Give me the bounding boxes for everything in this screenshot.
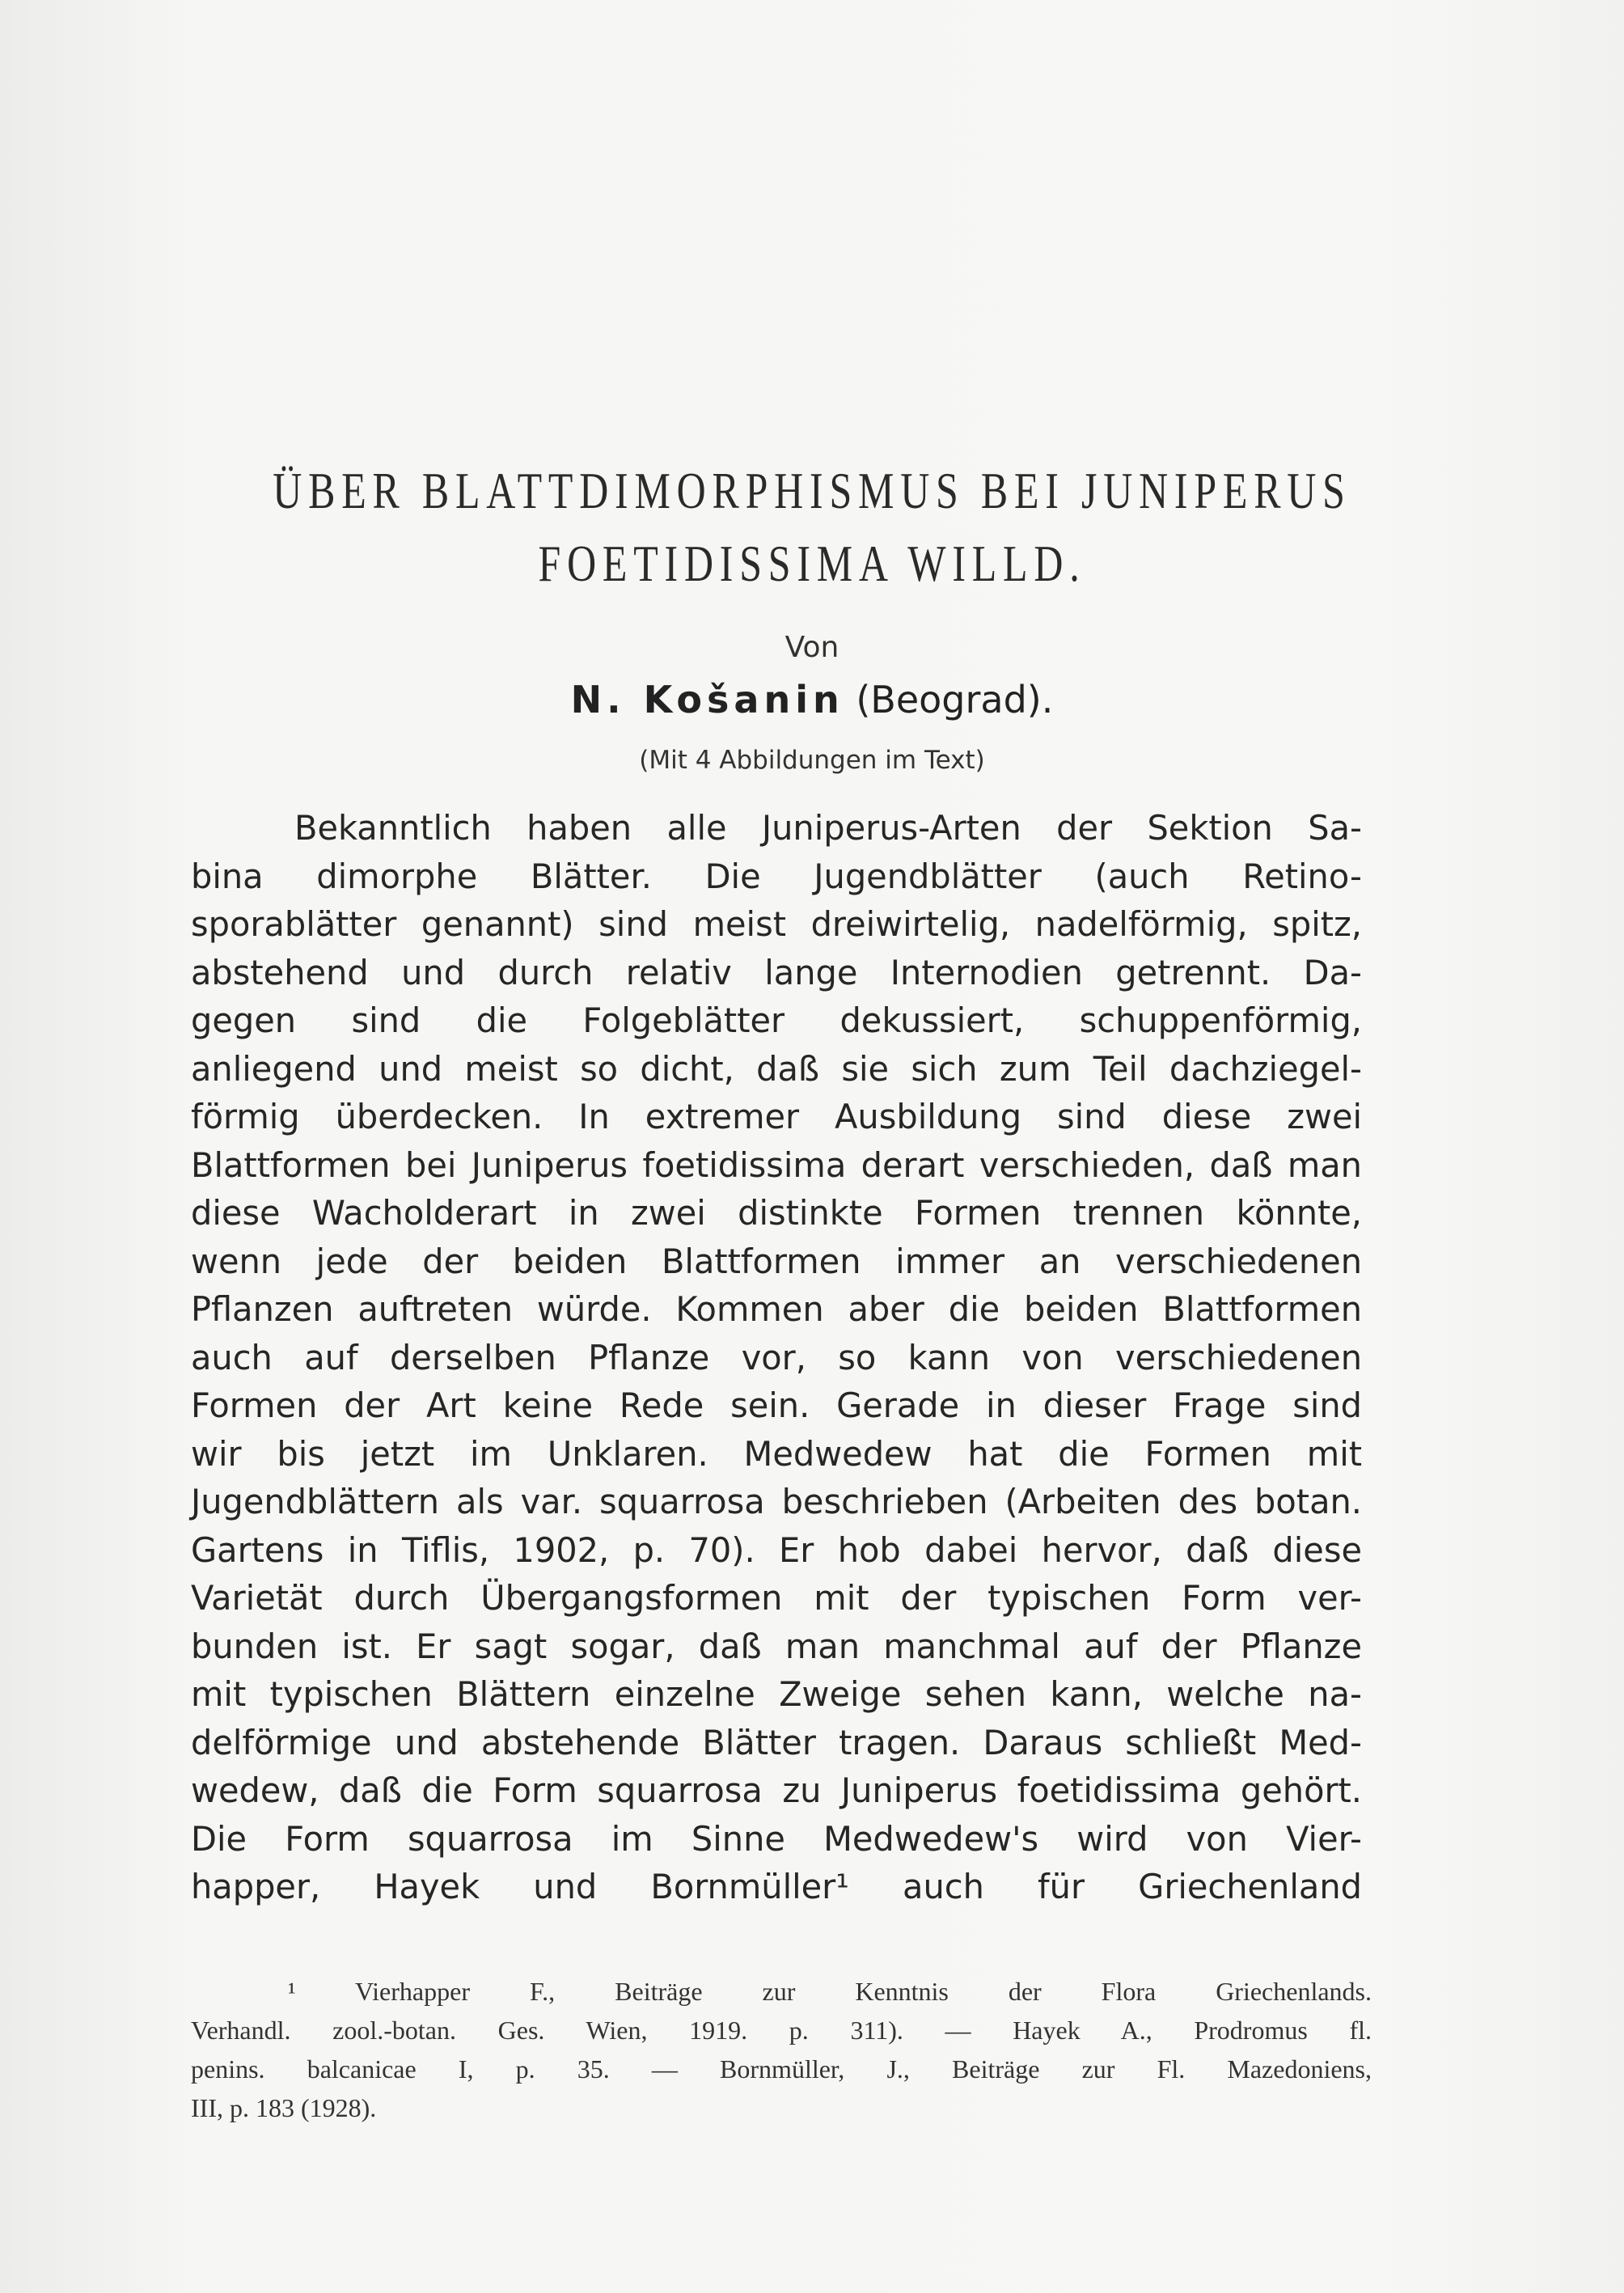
footnote-line: ¹ Vierhapper F., Beiträge zur Kenntnis der Flora Griechenlands. bbox=[288, 1977, 1372, 2006]
body-line: bunden ist. Er sagt sogar, daß man manchmal auf der Pflanze bbox=[191, 1626, 1362, 1666]
body-line: abstehend und durch relativ lange Internodien getrennt. Da- bbox=[191, 952, 1362, 992]
author-affiliation: (Beograd). bbox=[856, 678, 1054, 721]
body-line: Bekanntlich haben alle Juniperus-Arten der Sektion Sa- bbox=[294, 808, 1362, 848]
body-line: förmig überdecken. In extremer Ausbildung sind diese zwei bbox=[191, 1097, 1362, 1136]
body-line: mit typischen Blättern einzelne Zweige sehen kann, welche na- bbox=[191, 1674, 1362, 1714]
footnote-line: penins. balcanicae I, p. 35. — Bornmüller, J., Beiträge zur Fl. Mazedoniens, bbox=[191, 2054, 1372, 2084]
body-line: auch auf derselben Pflanze vor, so kann von verschiedenen bbox=[191, 1337, 1362, 1377]
body-line: Gartens in Tiflis, 1902, p. 70). Er hob dabei hervor, daß diese bbox=[191, 1529, 1362, 1570]
body-line: happer, Hayek und Bornmüller¹ auch für Griechenland bbox=[191, 1867, 1362, 1906]
byline-von: Von bbox=[785, 631, 839, 664]
author-name: N. Košanin bbox=[570, 678, 844, 721]
body-line: Die Form squarrosa im Sinne Medwedew's wird von Vier- bbox=[191, 1818, 1362, 1859]
body-line: diese Wacholderart in zwei distinkte Formen trennen könnte, bbox=[191, 1193, 1362, 1233]
body-line: wenn jede der beiden Blattformen immer an verschiedenen bbox=[191, 1241, 1362, 1281]
body-line: sporablätter genannt) sind meist dreiwirtelig, nadelförmig, spitz, bbox=[191, 904, 1362, 944]
body-line: gegen sind die Folgeblätter dekussiert, schuppenförmig, bbox=[191, 1001, 1362, 1040]
figures-note: (Mit 4 Abbildungen im Text) bbox=[639, 746, 985, 775]
body-line: anliegend und meist so dicht, daß sie sich zum Teil dachziegel- bbox=[191, 1048, 1362, 1089]
author-line bbox=[0, 678, 1624, 721]
body-text bbox=[191, 804, 1362, 1911]
footnotes bbox=[191, 1972, 1372, 2127]
body-line: bina dimorphe Blätter. Die Jugendblätter (auch Retino- bbox=[191, 856, 1362, 896]
body-line: wedew, daß die Form squarrosa zu Juniperus foetidissima gehört. bbox=[191, 1771, 1362, 1810]
body-line: Varietät durch Übergangsformen mit der typischen Form ver- bbox=[191, 1578, 1362, 1618]
footnote-line: III, p. 183 (1928). bbox=[191, 2093, 377, 2122]
body-line: Pflanzen auftreten würde. Kommen aber die beiden Blattformen bbox=[191, 1289, 1362, 1329]
body-line: Jugendblättern als var. squarrosa beschrieben (Arbeiten des botan. bbox=[191, 1482, 1362, 1521]
footnote-line: Verhandl. zool.-botan. Ges. Wien, 1919. p. 311). — Hayek A., Prodromus fl. bbox=[191, 2016, 1372, 2045]
article-title-line-2: FOETIDISSIMA WILLD. bbox=[538, 535, 1086, 592]
body-line: delförmige und abstehende Blätter tragen. Daraus schließt Med- bbox=[191, 1722, 1362, 1762]
body-line: Formen der Art keine Rede sein. Gerade in dieser Frage sind bbox=[191, 1386, 1362, 1425]
body-line: wir bis jetzt im Unklaren. Medwedew hat die Formen mit bbox=[191, 1433, 1362, 1474]
body-line: Blattformen bei Juniperus foetidissima derart verschieden, daß man bbox=[191, 1144, 1362, 1185]
article-title-line-1: ÜBER BLATTDIMORPHISMUS BEI JUNIPERUS bbox=[273, 462, 1351, 519]
